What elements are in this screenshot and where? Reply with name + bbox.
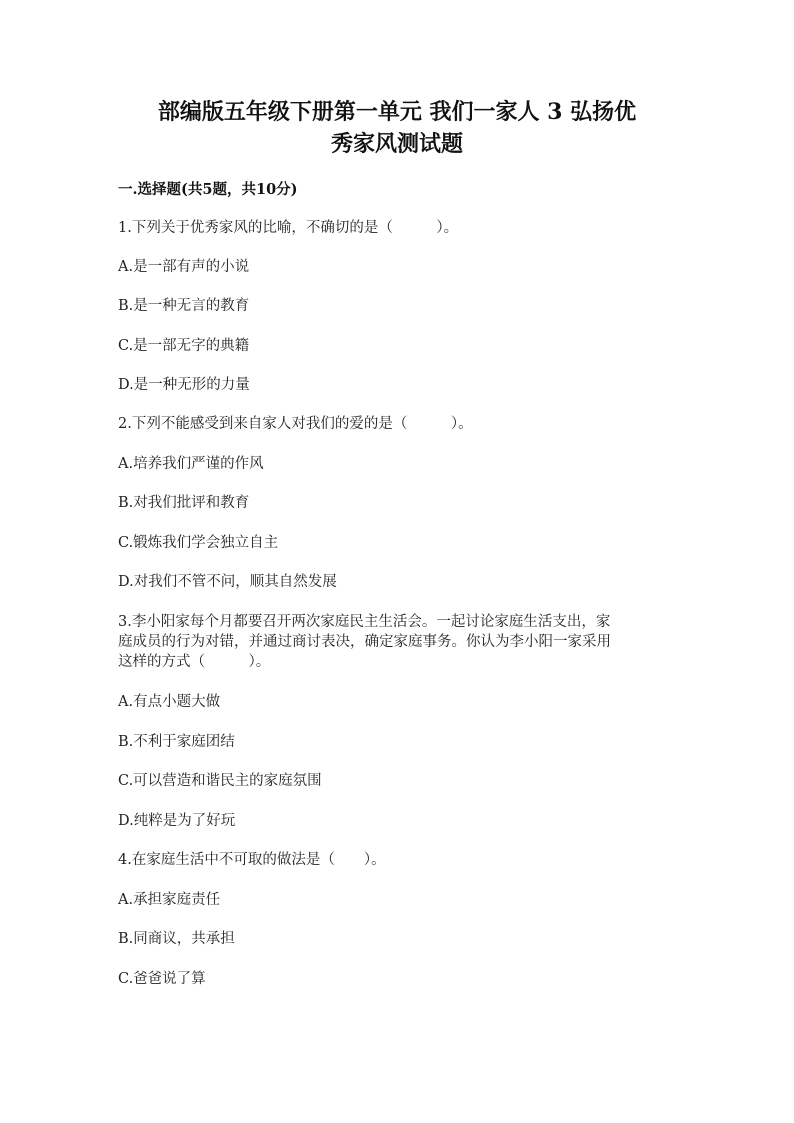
question-3-option-d: D.纯粹是为了好玩	[118, 813, 236, 829]
question-3-stem-line1: 3.李小阳家每个月都要召开两次家庭民主生活会。一起讨论家庭生活支出，家	[118, 614, 611, 630]
question-4-option-b: B.同商议，共承担	[118, 931, 235, 947]
question-3-stem-line3: 这样的方式（ ）。	[118, 654, 271, 670]
question-1-stem: 1.下列关于优秀家风的比喻，不确切的是（ ）。	[118, 220, 459, 236]
question-3-stem	[118, 612, 674, 672]
question-3-option-c: C.可以营造和谐民主的家庭氛围	[118, 773, 322, 789]
section-heading: 一.选择题(共5题，共10分)	[118, 181, 298, 198]
question-1-option-d: D.是一种无形的力量	[118, 377, 250, 393]
question-4-stem: 4.在家庭生活中不可取的做法是（ ）。	[118, 852, 386, 868]
question-3-option-b: B.不利于家庭团结	[118, 734, 235, 750]
document-title-line1: 部编版五年级下册第一单元 我们一家人 3 弘扬优	[157, 99, 637, 125]
document-title-line2: 秀家风测试题	[330, 131, 463, 157]
question-2-option-c: C.锻炼我们学会独立自主	[118, 535, 279, 551]
question-2-option-b: B.对我们批评和教育	[118, 495, 250, 511]
question-1-option-b: B.是一种无言的教育	[118, 298, 250, 314]
question-4-option-c: C.爸爸说了算	[118, 971, 206, 987]
question-4-option-a: A.承担家庭责任	[118, 892, 221, 908]
question-1-option-c: C.是一部无字的典籍	[118, 338, 250, 354]
question-2-stem: 2.下列不能感受到来自家人对我们的爱的是（ ）。	[118, 416, 473, 432]
question-2-option-a: A.培养我们严谨的作风	[118, 456, 264, 472]
question-3-option-a: A.有点小题大做	[118, 694, 221, 710]
question-2-option-d: D.对我们不管不问，顺其自然发展	[118, 574, 337, 590]
question-1-option-a: A.是一部有声的小说	[118, 259, 250, 275]
question-3-stem-line2: 庭成员的行为对错，并通过商讨表决，确定家庭事务。你认为李小阳一家采用	[118, 634, 611, 650]
